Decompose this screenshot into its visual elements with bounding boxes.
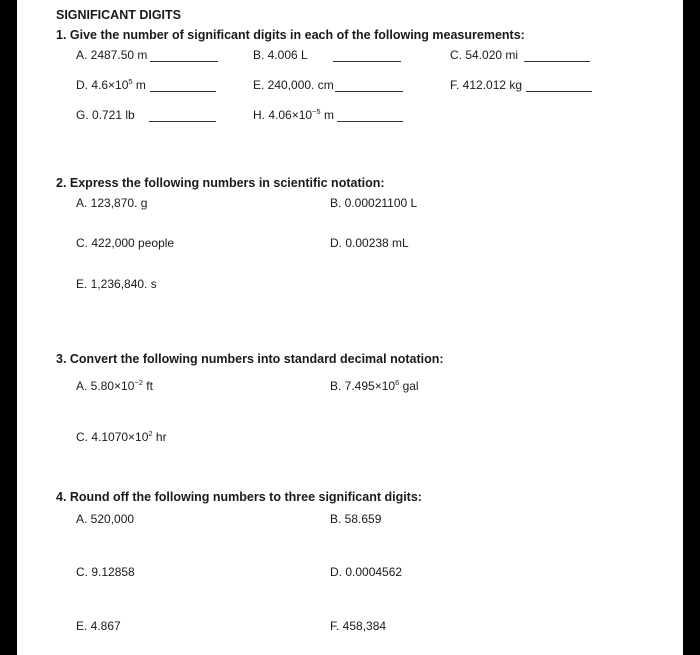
q2-item-d: D. 0.00238 mL xyxy=(330,236,409,250)
q4-heading: 4. Round off the following numbers to three significant digits: xyxy=(56,490,422,504)
q3-item-a xyxy=(76,379,153,393)
q2-item-b: B. 0.00021100 L xyxy=(330,196,418,210)
worksheet-title: SIGNIFICANT DIGITS xyxy=(56,8,181,22)
q1-item-d-base: D. 4.6×10 xyxy=(76,78,129,92)
q3-item-b-unit: gal xyxy=(399,379,419,393)
worksheet-page xyxy=(17,0,683,655)
q3-item-b-exponent: 6 xyxy=(395,378,400,387)
q1-heading: 1. Give the number of significant digits in each of the following measurements: xyxy=(56,28,525,42)
q4-item-c: C. 9.12858 xyxy=(76,565,135,579)
q4-item-d: D. 0.0004562 xyxy=(330,565,403,579)
q1-item-a: A. 2487.50 m xyxy=(76,48,148,62)
q4-item-f: F. 458,384 xyxy=(330,619,387,633)
q1-item-h-exponent: −5 xyxy=(312,107,321,116)
q1-item-b: B. 4.006 L xyxy=(253,48,308,62)
q1-item-g: G. 0.721 lb xyxy=(76,108,135,122)
q1-answer-blank-d[interactable] xyxy=(150,91,216,92)
q2-item-e: E. 1,236,840. s xyxy=(76,277,157,291)
q1-item-d xyxy=(76,78,146,92)
q3-item-b-base: B. 7.495×10 xyxy=(330,379,396,393)
q1-answer-blank-b[interactable] xyxy=(333,61,401,62)
q3-item-a-unit: ft xyxy=(142,379,153,393)
q1-item-f: F. 412.012 kg xyxy=(450,78,523,92)
q3-item-c-unit: hr xyxy=(152,430,167,444)
q1-item-d-unit: m xyxy=(132,78,146,92)
q1-answer-blank-e[interactable] xyxy=(335,91,403,92)
q2-item-c: C. 422,000 people xyxy=(76,236,175,250)
q1-item-h-unit: m xyxy=(320,108,334,122)
q2-heading: 2. Express the following numbers in scientific notation: xyxy=(56,176,385,190)
q1-answer-blank-h[interactable] xyxy=(337,121,403,122)
q3-item-a-base: A. 5.80×10 xyxy=(76,379,135,393)
q4-item-a: A. 520,000 xyxy=(76,512,135,526)
q2-item-a: A. 123,870. g xyxy=(76,196,148,210)
q1-answer-blank-a[interactable] xyxy=(150,61,218,62)
q1-item-e: E. 240,000. cm xyxy=(253,78,334,92)
q1-answer-blank-c[interactable] xyxy=(524,61,590,62)
q4-item-e: E. 4.867 xyxy=(76,619,121,633)
q1-answer-blank-g[interactable] xyxy=(149,121,216,122)
q3-item-c xyxy=(76,430,167,444)
q3-item-b xyxy=(330,379,419,393)
q1-item-h xyxy=(253,108,334,122)
q3-heading: 3. Convert the following numbers into standard decimal notation: xyxy=(56,352,444,366)
q3-item-c-base: C. 4.1070×10 xyxy=(76,430,149,444)
q1-item-h-base: H. 4.06×10 xyxy=(253,108,313,122)
q3-item-a-exponent: −2 xyxy=(134,378,143,387)
q4-item-b: B. 58.659 xyxy=(330,512,382,526)
q1-item-c: C. 54.020 mi xyxy=(450,48,519,62)
q1-answer-blank-f[interactable] xyxy=(526,91,592,92)
q1-item-d-exponent: 5 xyxy=(128,77,133,86)
q3-item-c-exponent: 2 xyxy=(148,429,153,438)
